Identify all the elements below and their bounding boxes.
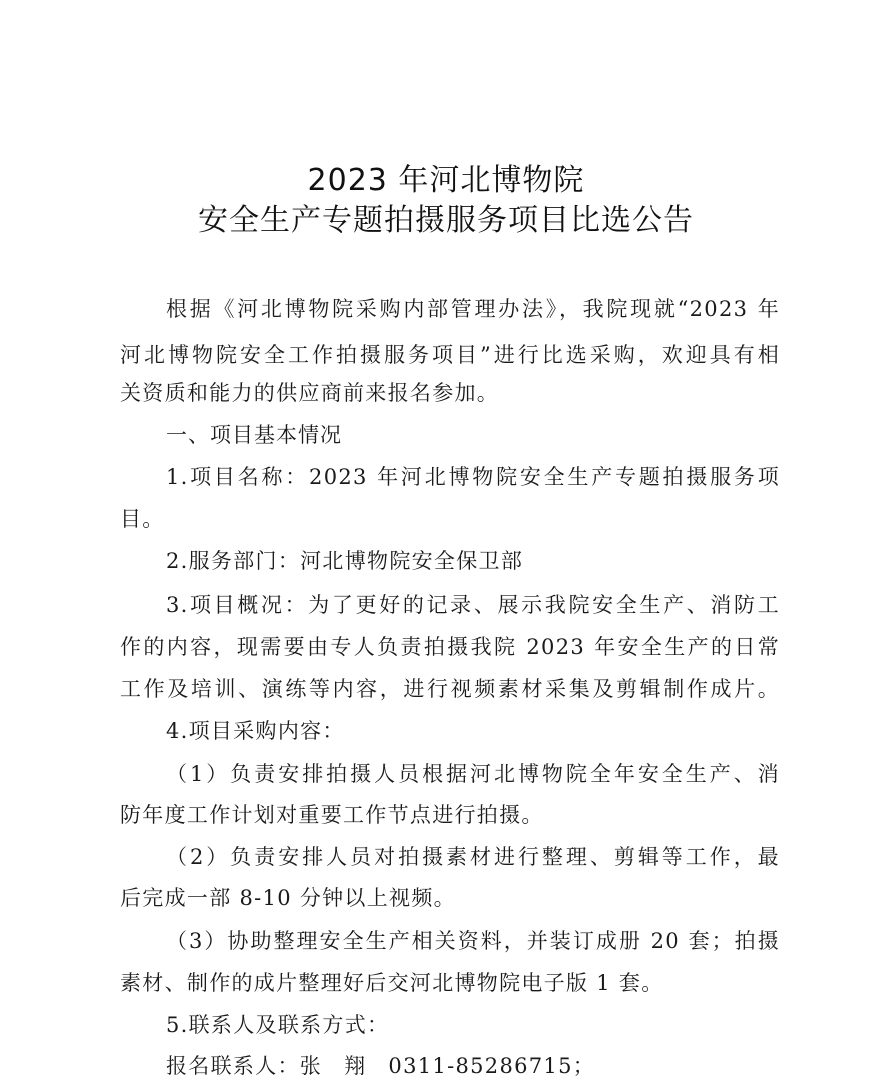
intro-line-1: 根据《河北博物院采购内部管理办法》，我院现就“2023 年: [166, 297, 780, 321]
item-4: 4.项目采购内容：: [166, 719, 345, 743]
section-heading-basic-info: 一、项目基本情况: [166, 423, 342, 447]
sub-item-1-line-2: 防年度工作计划对重要工作节点进行拍摄。: [120, 803, 544, 827]
contact-name-rest: 翔: [344, 1054, 367, 1078]
item-2: 2.服务部门：河北博物院安全保卫部: [166, 549, 524, 573]
sub-item-3-line-2: 素材、制作的成片整理好后交河北博物院电子版 1 套。: [120, 971, 664, 995]
sub-item-2-line-2: 后完成一部 8-10 分钟以上视频。: [120, 886, 456, 910]
document-title-line-2: 安全生产专题拍摄服务项目比选公告: [198, 203, 694, 238]
item-1-line-2: 目。: [120, 507, 165, 531]
sub-item-1-line-1: （1）负责安排拍摄人员根据河北博物院全年安全生产、消: [166, 762, 780, 786]
item-3-line-1: 3.项目概况：为了更好的记录、展示我院安全生产、消防工: [166, 593, 780, 617]
item-5: 5.联系人及联系方式：: [166, 1013, 390, 1037]
contact-line: [166, 1052, 780, 1080]
document-title-line-1: 2023 年河北博物院: [307, 163, 585, 198]
item-3-line-2: 作的内容，现需要由专人负责拍摄我院 2023 年安全生产的日常: [120, 635, 780, 659]
intro-line-2: 河北博物院安全工作拍摄服务项目”进行比选采购，欢迎具有相: [120, 343, 780, 367]
sub-item-3-line-1: （3）协助整理安全生产相关资料，并装订成册 20 套；拍摄: [166, 929, 780, 953]
contact-label: 报名联系人：张: [166, 1054, 323, 1078]
item-1-line-1: 1.项目名称：2023 年河北博物院安全生产专题拍摄服务项: [166, 465, 780, 489]
intro-line-3: 关资质和能力的供应商前来报名参加。: [120, 381, 500, 405]
sub-item-2-line-1: （2）负责安排人员对拍摄素材进行整理、剪辑等工作，最: [166, 845, 780, 869]
contact-phone: 0311-85286715；: [388, 1054, 596, 1078]
item-3-line-3: 工作及培训、演练等内容，进行视频素材采集及剪辑制作成片。: [120, 677, 780, 701]
